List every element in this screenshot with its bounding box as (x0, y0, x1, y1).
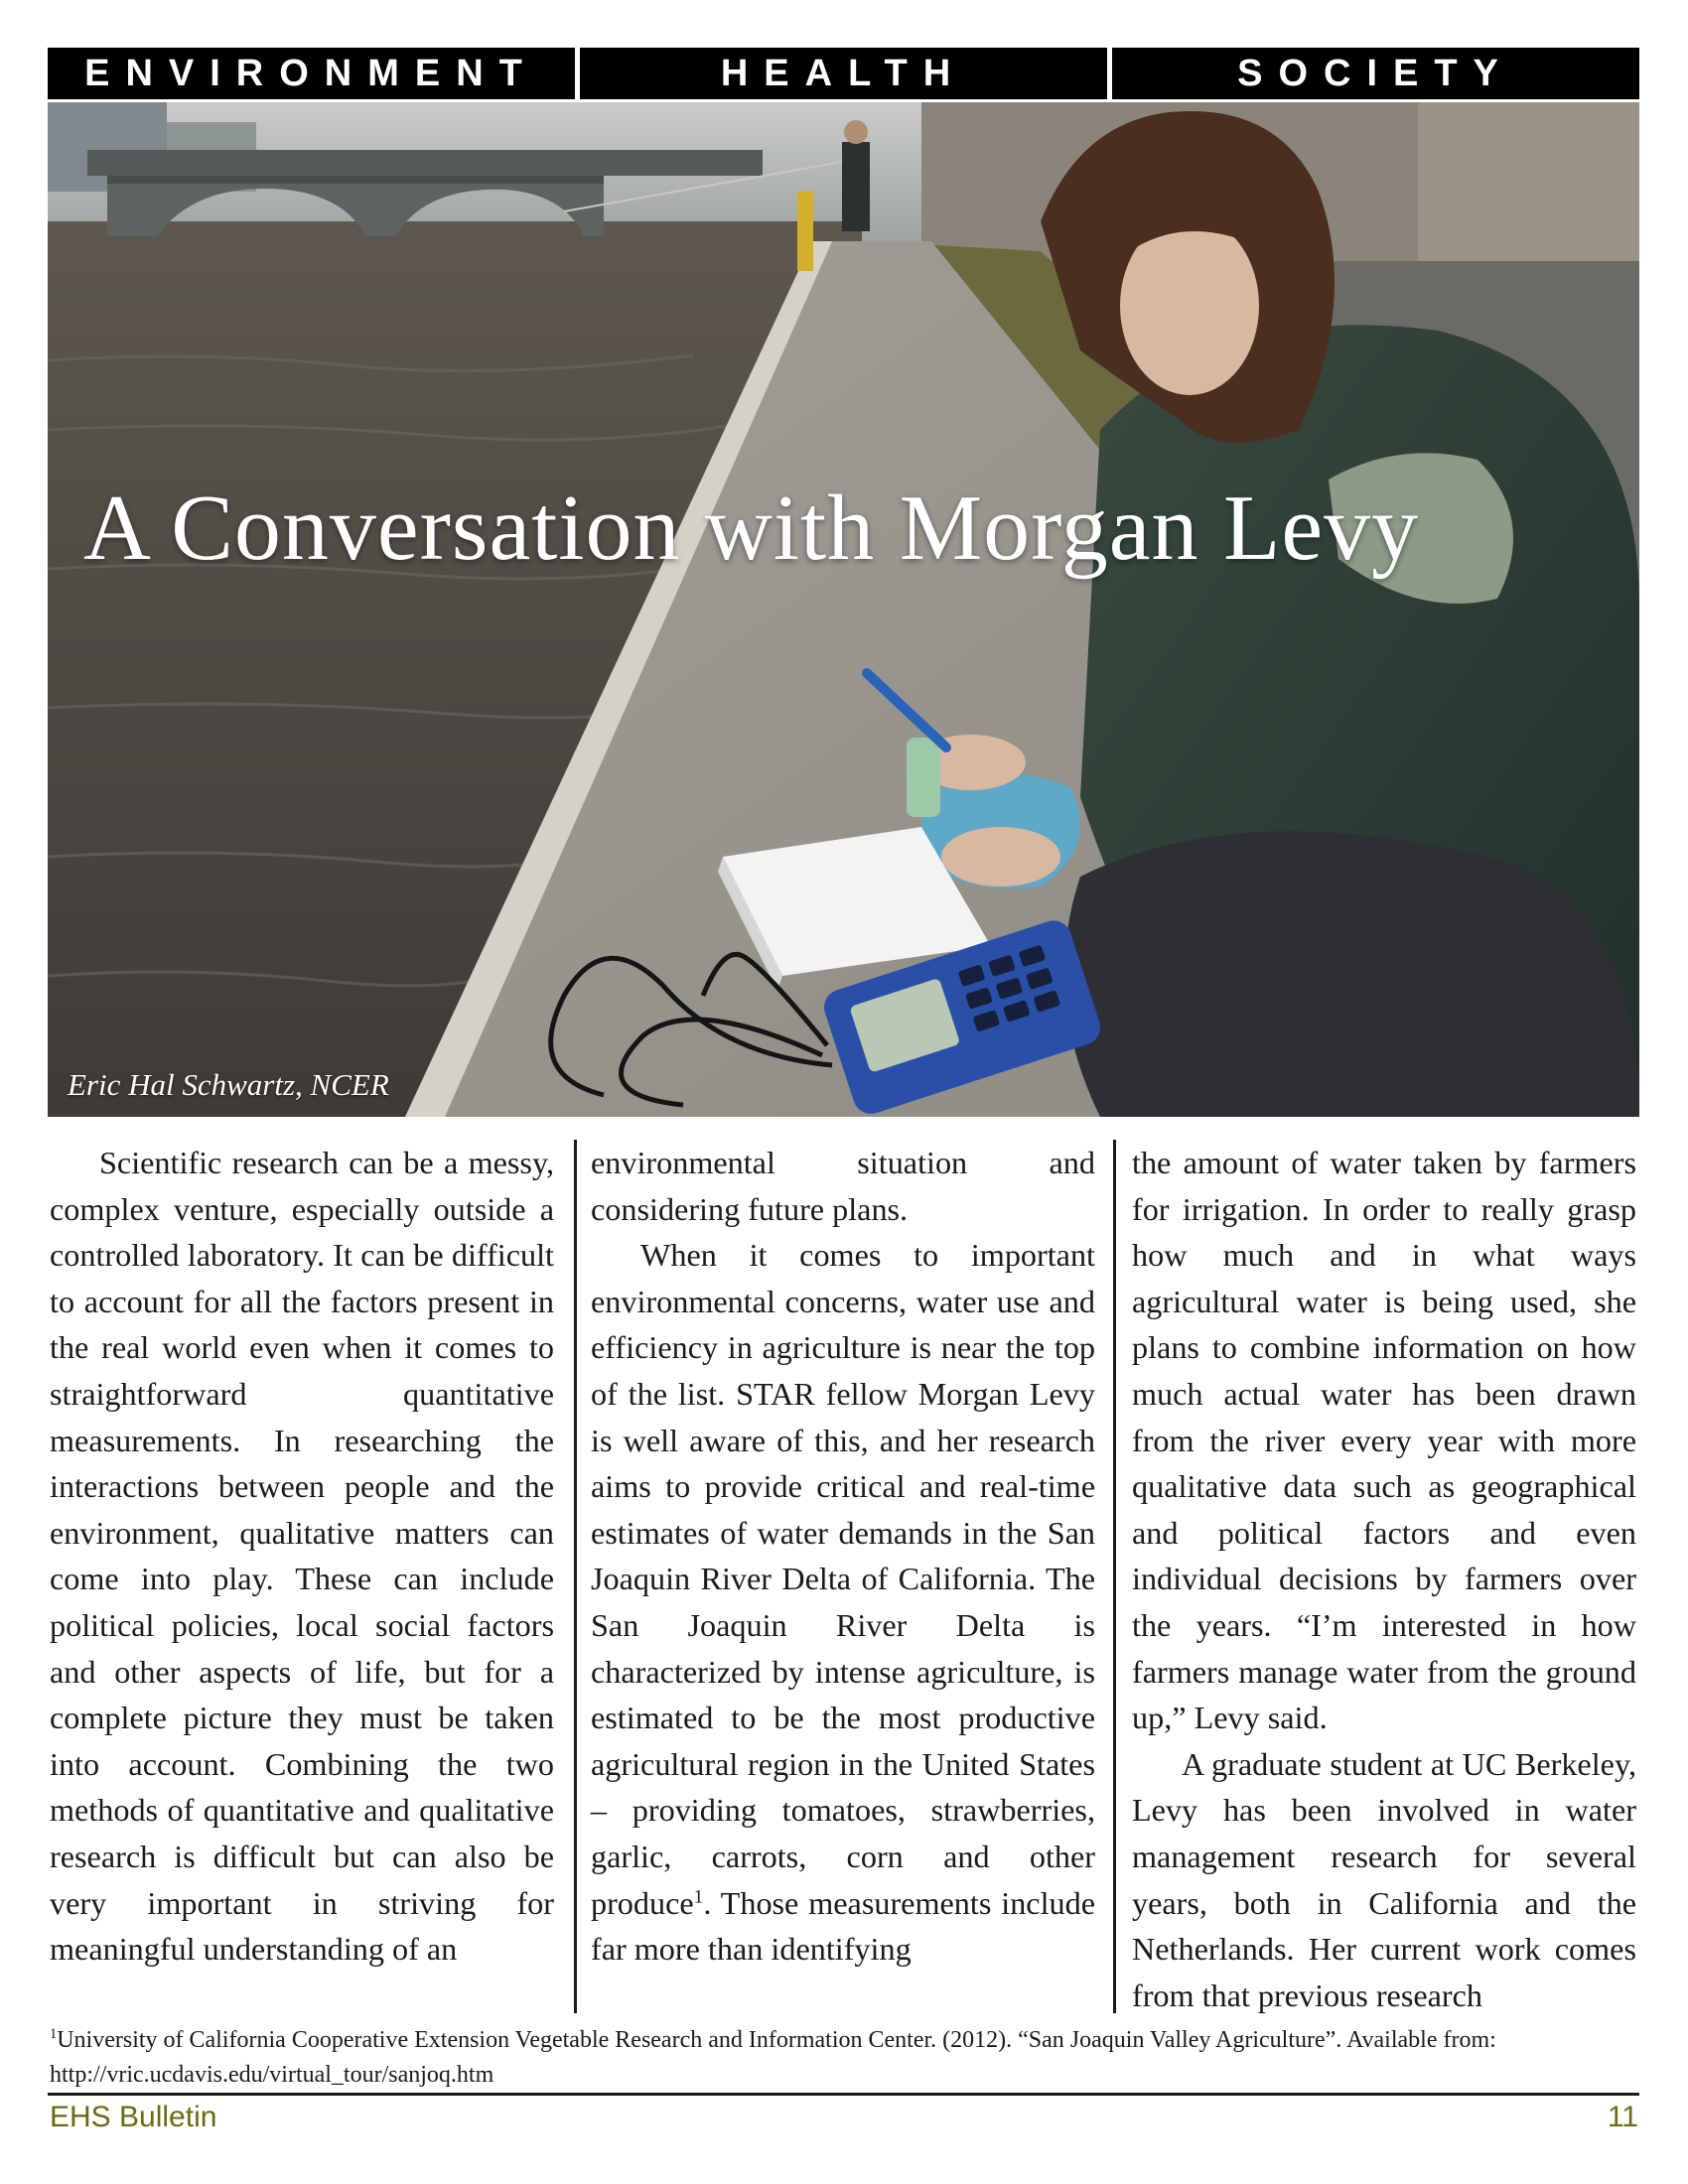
hero-photo-illustration (48, 102, 1639, 1117)
paragraph-text: When it comes to important environmental concerns, water use and efficiency in agriculture is near the top of the list. STAR fellow Morgan Levy is well aware of this, and her research aims to provide critical and real-time estimates of water demands in the San Joaquin River Delta of California. The San Joaquin River Delta is characterized by intense agriculture, is estimated to be the most productive agricultural region in the United States – providing tomatoes, strawberries, garlic, carrots, corn and other produce (591, 1237, 1095, 1921)
text-column-3 (1132, 1140, 1636, 2018)
text-column-1 (50, 1140, 554, 1973)
text-column-2 (591, 1140, 1095, 1973)
hero-photo (48, 102, 1639, 1117)
paragraph: environmental situation and considering future plans. (591, 1145, 1095, 1227)
paragraph-text: . Those measurements include far more than identifying (591, 1884, 1095, 1968)
tab-environment: ENVIRONMENT (84, 53, 538, 94)
footnote (50, 2023, 1638, 2093)
paragraph: A graduate student at UC Berkeley, Levy has been involved in water management research for several years, both in California and the Netherlands. Her current work comes from that previous research (1132, 1745, 1636, 2013)
section-tabs (48, 48, 1639, 99)
column-divider (574, 1140, 577, 2013)
publication-name: EHS Bulletin (50, 2101, 217, 2133)
photo-credit: Eric Hal Schwartz, NCER (68, 1067, 389, 1102)
page-number: 11 (1607, 2101, 1638, 2133)
tab-society: SOCIETY (1107, 48, 1639, 99)
footnote-ref: 1 (693, 1885, 704, 1907)
paragraph: the amount of water taken by farmers for irrigation. In order to really grasp how much and in what ways agricultural water is being used, she plans to combine information on how much actual water has been drawn from the river every year with more qualitative data such as geographical and political factors and even individual decisions by farmers over the years. “I’m interested in how farmers manage water from the ground up,” Levy said. (1132, 1145, 1636, 1736)
tab-health: HEALTH (575, 48, 1107, 99)
article-title: A Conversation with Morgan Levy (83, 477, 1420, 580)
paragraph (591, 1232, 1095, 1973)
paragraph: Scientific research can be a messy, complex venture, especially outside a controlled laboratory. It can be difficult to account for all the factors present in the real world even when it comes to straightforward quantitative measurements. In researching the interactions between people and the environment, qualitative matters can come into play. These can include political policies, local social factors and other aspects of life, but for a complete picture they must be taken into account. Combining the two methods of quantitative and qualitative research is difficult but can also be very important in striving for meaningful understanding of an (50, 1145, 554, 1968)
footnote-text: University of California Cooperative Extension Vegetable Research and Information Center. (2012). “San Joaquin Valley Agriculture”. Available from: http://vric.ucdavis.edu/virtual_tour/sanjoq.htm (50, 2027, 1496, 2088)
footer-rule (48, 2093, 1639, 2096)
footnote-marker: 1 (50, 2026, 58, 2042)
column-divider (1113, 1140, 1116, 2013)
